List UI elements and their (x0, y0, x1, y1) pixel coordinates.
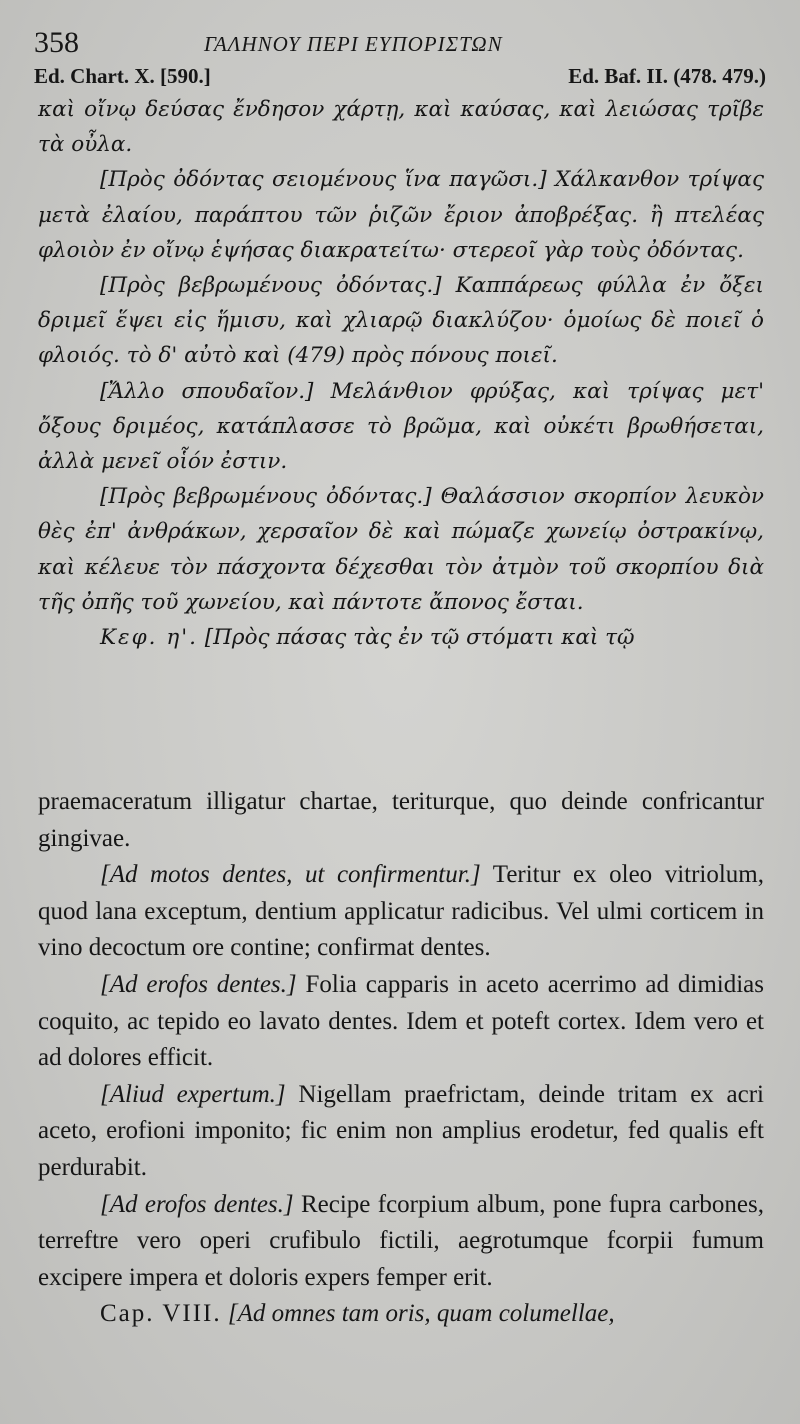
page-number: 358 (34, 26, 79, 59)
greek-chapter-start (38, 620, 764, 655)
greek-paragraph (38, 479, 764, 620)
greek-recipe-heading: [Πρὸς ὀδόντας σειομένους ἵνα παγῶσι.] (100, 167, 547, 193)
latin-recipe-heading: [Ad erofos dentes.] (100, 1190, 294, 1218)
greek-text: Χάλκανθον τρίψας μετὰ ἐλαίου, παράπτου τῶν ῥιζῶν ἔριον ἀποβρέξας. ἢ πτελέας φλοιὸν ἐν οἴνῳ ἑψήσας διακρατείτω· στερεοῖ γὰρ τοὺς ὀδόντας. (38, 167, 764, 263)
greek-chapter-label: Κεφ. η'. (100, 625, 198, 651)
greek-recipe-heading: [Ἄλλο σπουδαῖον.] (100, 378, 314, 404)
latin-text-column (38, 784, 764, 1333)
latin-recipe-heading: [Ad motos dentes, ut confirmentur.] (100, 861, 481, 889)
greek-paragraph (38, 268, 764, 374)
greek-paragraph (38, 162, 764, 268)
greek-text-column (38, 92, 764, 655)
greek-text: καὶ οἴνῳ δεύσας ἔνδησον χάρτῃ, καὶ καύσας, καὶ λειώσας τρῖβε τὰ οὖλα. (38, 97, 764, 158)
latin-recipe-heading: [Aliud expertum.] (100, 1080, 286, 1108)
greek-recipe-heading: [Πρὸς βεβρωμένους ὀδόντας.] (100, 273, 442, 299)
greek-paragraph (38, 374, 764, 480)
latin-text: Nigellam praefrictam, deinde tritam ex acri aceto, erofioni imponito; fic enim non amplius erodetur, fed qualis eft perdurabit. (38, 1080, 764, 1181)
latin-paragraph (38, 967, 764, 1077)
page-header (34, 26, 766, 62)
latin-paragraph (38, 857, 764, 967)
greek-text: Θαλάσσιον σκορπίον λευκὸν θὲς ἐπ' ἀνθράκων, χερσαῖον δὲ καὶ πώμαζε χωνείῳ ὀστρακίνῳ, καὶ κέλευε τὸν πάσχοντα δέχεσθαι τὸν ἀτμὸν τοῦ σκορπίου διὰ τῆς ὀπῆς τοῦ χωνείου, καὶ πάντοτε ἄπονος ἔσται. (38, 484, 764, 615)
edition-basel: Ed. Baf. II. (478. 479.) (568, 64, 766, 88)
edition-references (34, 64, 766, 92)
greek-text: Καππάρεως φύλλα ἐν ὄξει δριμεῖ ἕψει εἰς ἥμισυ, καὶ χλιαρῷ διακλύζου· ὁμοίως δὲ ποιεῖ ὁ φλοιός. τὸ δ' αὐτὸ καὶ (479) πρὸς πόνους ποιεῖ. (38, 273, 764, 369)
latin-text: Folia capparis in aceto acerrimo ad dimidias coquito, ac tepido eo lavato dentes. Idem et poteft cortex. Idem vero et ad dolores efficit. (38, 970, 764, 1072)
greek-paragraph (38, 92, 764, 162)
latin-text: Recipe fcorpium album, pone fupra carbones, terreftre vero operi crufibulo fictili, aegrotumque fcorpii fumum excipere impera et doloris expers femper erit. (38, 1190, 764, 1291)
edition-chartier: Ed. Chart. X. [590.] (34, 64, 211, 88)
running-title: ΓΑΛΗΝΟΥ ΠΕΡΙ ΕΥΠΟΡΙΣΤΩΝ (204, 32, 503, 56)
greek-chapter-heading: [Πρὸς πάσας τὰς ἐν τῷ στόματι καὶ τῷ (197, 625, 635, 651)
latin-chapter-start (38, 1296, 764, 1333)
latin-paragraph (38, 1187, 764, 1297)
latin-recipe-heading: [Ad erofos dentes.] (100, 970, 297, 998)
greek-recipe-heading: [Πρὸς βεβρωμένους ὀδόντας.] (100, 484, 432, 510)
latin-paragraph (38, 1077, 764, 1187)
greek-text: Μελάνθιον φρύξας, καὶ τρίψας μετ' ὄξους δριμέος, κατάπλασσε τὸ βρῶμα, καὶ οὐκέτι βρωθήσεται, ἀλλὰ μενεῖ οἷόν ἐστιν. (38, 378, 764, 475)
latin-chapter-heading: [Ad omnes tam oris, quam columellae, (221, 1300, 615, 1328)
latin-chapter-label: Cap. VIII. (100, 1300, 222, 1328)
latin-text: praemaceratum illigatur chartae, teriturque, quo deinde confricantur gingivae. (38, 788, 764, 852)
latin-text: Teritur ex oleo vitriolum, quod lana exceptum, dentium applicatur radicibus. Vel ulmi corticem in vino decoctum ore contine; confirmat dentes. (38, 861, 765, 962)
latin-paragraph (38, 784, 764, 857)
